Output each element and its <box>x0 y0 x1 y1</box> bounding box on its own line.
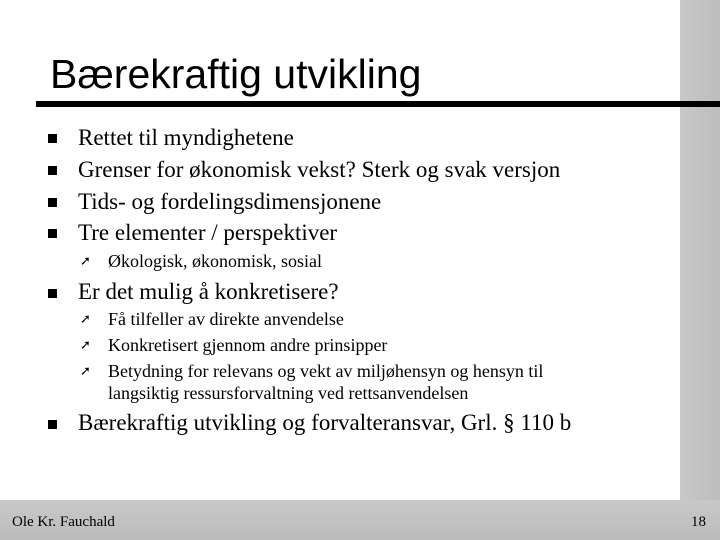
arrow-bullet-icon: ➚ <box>80 254 91 269</box>
sub-bullet-text: Få tilfeller av direkte anvendelse <box>108 309 344 329</box>
bullet-text: Grenser for økonomisk vekst? Sterk og svak versjon <box>78 157 561 182</box>
footer-author: Ole Kr. Fauchald <box>12 514 115 530</box>
sub-bullet-text: Konkretisert gjennom andre prinsipper <box>108 335 388 355</box>
square-bullet-icon <box>48 420 57 429</box>
square-bullet-icon <box>48 229 57 238</box>
bullet-text: Er det mulig å konkretisere? <box>78 279 339 304</box>
bullet-text: Tre elementer / perspektiver <box>78 220 338 245</box>
sub-bullet-text: Betydning for relevans og vekt av miljøhensyn og hensyn til langsiktig ressursforvaltning ved rettsanvendelsen <box>108 361 544 403</box>
square-bullet-icon <box>48 166 57 175</box>
arrow-bullet-icon: ➚ <box>80 364 91 379</box>
arrow-bullet-icon: ➚ <box>80 338 91 353</box>
page-number: 18 <box>691 514 706 530</box>
slide-title: Bærekraftig utvikling <box>50 51 422 97</box>
square-bullet-icon <box>48 198 57 207</box>
arrow-bullet-icon: ➚ <box>80 312 91 327</box>
square-bullet-icon <box>48 289 57 298</box>
title-underline <box>36 101 720 107</box>
right-decor-band <box>680 0 720 540</box>
bullet-text: Bærekraftig utvikling og forvalteransvar, Grl. § 110 b <box>78 410 572 435</box>
bullet-text: Tids- og fordelingsdimensjonene <box>78 189 382 214</box>
sub-bullet-text: Økologisk, økonomisk, sosial <box>108 251 323 271</box>
bullet-text: Rettet til myndighetene <box>78 125 294 150</box>
square-bullet-icon <box>48 134 57 143</box>
